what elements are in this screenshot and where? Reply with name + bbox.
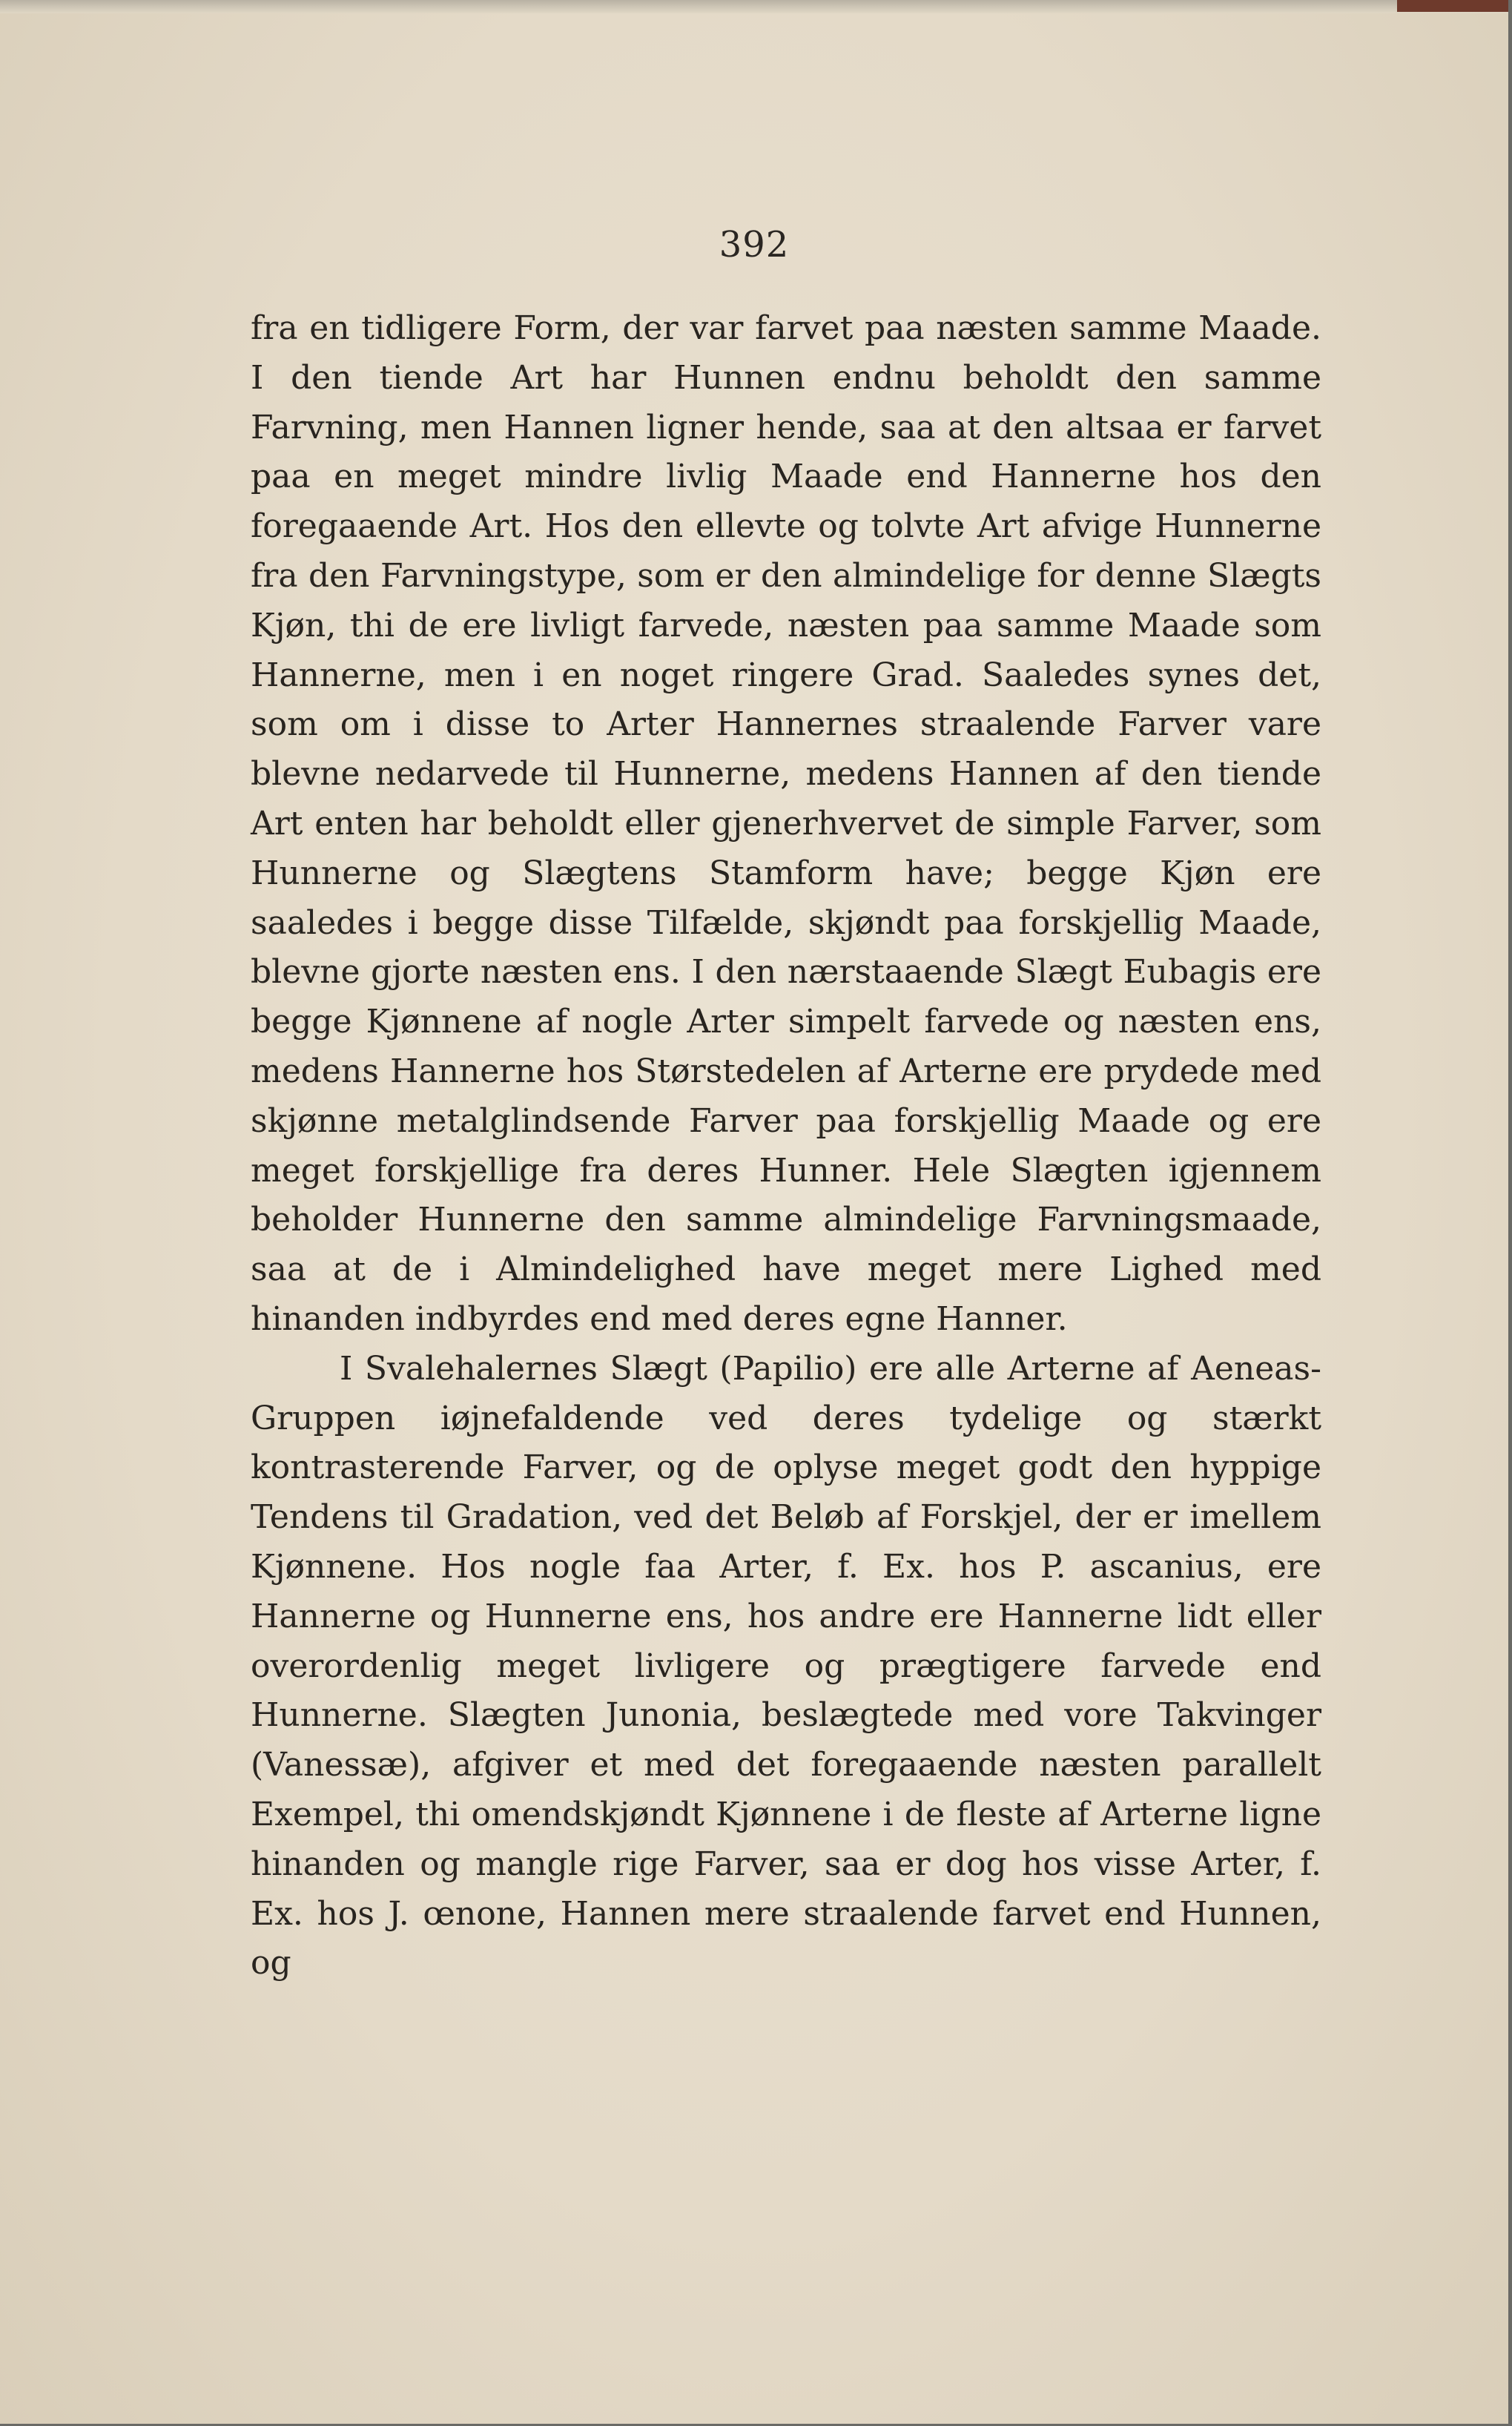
binding-edge <box>1397 0 1508 12</box>
page-top-edge <box>0 0 1508 13</box>
body-text <box>251 304 1321 1988</box>
paragraph: I Svalehalernes Slægt (Papilio) ere alle Arterne af Aeneas-Gruppen iøjnefaldende ved deres tydelige og stærkt kontrasterende Farver, og de oplyse meget godt den hyppige Tendens til Gradation, ved det Beløb af Forskjel, der er imellem Kjønnene. Hos nogle faa Arter, f. Ex. hos P. ascanius, ere Hannerne og Hunnerne ens, hos andre ere Hannerne lidt eller overordenlig meget livligere og prægtigere farvede end Hunnerne. Slægten Junonia, beslægtede med vore Takvinger (Vanessæ), afgiver et med det foregaaende næsten parallelt Exempel, thi omendskjøndt Kjønnene i de fleste af Arterne ligne hinanden og mangle rige Farver, saa er dog hos visse Arter, f. Ex. hos J. œnone, Hannen mere straalende farvet end Hunnen, og <box>251 1349 1321 1982</box>
page-number: 392 <box>719 224 790 266</box>
paragraph: fra en tidligere Form, der var farvet paa næsten samme Maade. I den tiende Art har Hunnen endnu beholdt den samme Farvning, men Hannen ligner hende, saa at den altsaa er farvet paa en meget mindre livlig Maade end Hannerne hos den foregaaende Art. Hos den ellevte og tolvte Art afvige Hunnerne fra den Farvningstype, som er den almindelige for denne Slægts Kjøn, thi de ere livligt farvede, næsten paa samme Maade som Hannerne, men i en noget ringere Grad. Saaledes synes det, som om i disse to Arter Hannernes straalende Farver vare blevne nedarvede til Hunnerne, medens Hannen af den tiende Art enten har beholdt eller gjenerhvervet de simple Farver, som Hunnerne og Slægtens Stamform have; begge Kjøn ere saaledes i begge disse Tilfælde, skjøndt paa forskjellig Maade, blevne gjorte næsten ens. I den nærstaaende Slægt Eubagis ere begge Kjønnene af nogle Arter simpelt farvede og næsten ens, medens Hannerne hos Størstedelen af Arterne ere prydede med skjønne metalglindsende Farver paa forskjellig Maade og ere meget forskjellige fra deres Hunner. Hele Slægten igjennem beholder Hunnerne den samme almindelige Farvningsmaade, saa at de i Almindelighed have meget mere Lighed med hinanden indbyrdes end med deres egne Hanner. <box>251 309 1321 1338</box>
